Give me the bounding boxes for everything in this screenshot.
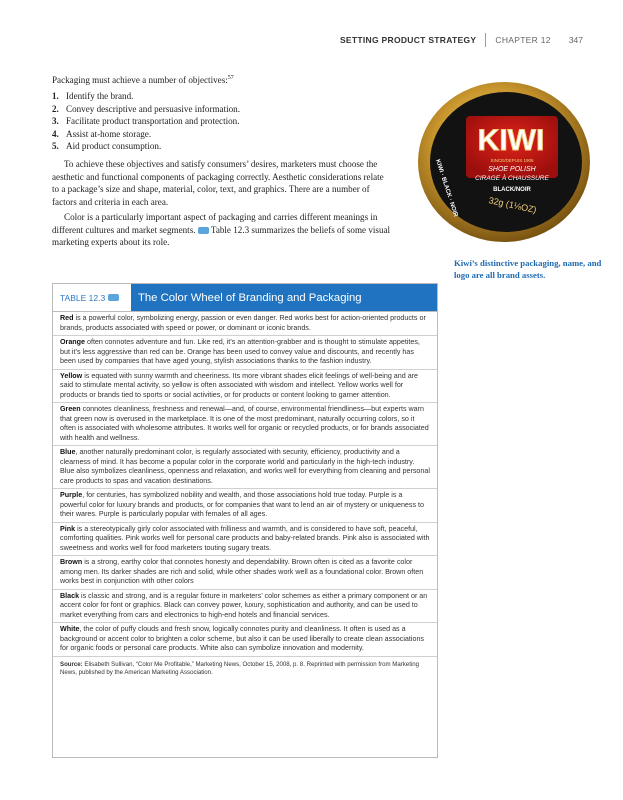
weight-label: 32g (1⅛OZ) — [487, 195, 538, 216]
list-item: 4. Assist at-home storage. — [52, 128, 152, 139]
list-item: 1. Identify the brand. — [52, 91, 134, 102]
table-title: The Color Wheel of Branding and Packaging — [131, 284, 437, 311]
body-text — [52, 72, 392, 248]
table-row: Pink is a stereotypically girly color associated with frilliness and warmth, and is considered to have soft, peaceful, comforting qualities. Pink works well for personal care products and baby-related brands. Pink also is associated with sweetness and works well for food marketers touting sugary treats. — [53, 523, 437, 557]
table-row: Yellow is equated with sunny warmth and cheeriness. Its more vibrant shades elicit feelings of well-being and are said to stimulate mental activity, so yellow is often associated with wisdom and intellect. Yellow works well for products or brands tied to sports or social activities, or for products or content looking to garner attention. — [53, 370, 437, 404]
table-row: Red is a powerful color, symbolizing energy, passion or even danger. Red works best for action-oriented products or brands, products associated with speed or power, or dominant or iconic brands. — [53, 312, 437, 336]
table-number: TABLE 12.3 — [53, 293, 131, 303]
header-divider — [485, 33, 486, 47]
objectives-list — [52, 90, 392, 152]
table-row: Purple, for centuries, has symbolized nobility and wealth, and those associations hold true today. Purple is a powerful color for luxury brands and products, or for companies that want to lend an air of mystery or uniqueness to their wares. Purple is particularly popular with females of all ages. — [53, 489, 437, 523]
brand-logo: KIWI — [477, 124, 545, 157]
list-item: 2. Convey descriptive and persuasive information. — [52, 103, 240, 114]
page-number: 347 — [568, 35, 583, 45]
product-line-fr: CIRAGE À CHAUSSURE — [475, 175, 549, 182]
chapter-label: CHAPTER 12 — [495, 35, 551, 45]
rim-text: KIWI · BLACK · NOIR — [434, 158, 459, 218]
list-item: 5. Aid product consumption. — [52, 141, 162, 152]
running-header — [340, 33, 583, 47]
table-row: Blue, another naturally predominant color, is regularly associated with security, efficiency, productivity and a clearness of mind. It has become a popular color in the corporate world and particularly in the high-tech industry. Blue also symbolizes cleanliness, openness and relaxation, and works well for everything from cleaning and personal care products to spas and vacation destinations. — [53, 446, 437, 489]
color-label: BLACK/NOIR — [493, 187, 531, 193]
paragraph: To achieve these objectives and satisfy consumers’ desires, marketers must choose the aesthetic and functional components of packaging correctly. Aesthetic considerations relate to a package’s size and shape, material, color, text, and graphics. There are a number of factors and criteria in each area. — [52, 159, 384, 207]
table-link-icon[interactable] — [198, 227, 209, 234]
table-row: Green connotes cleanliness, freshness and renewal—and, of course, environmental friendliness—but experts warn that green now is overused in the marketplace. It is one of the most predominant, naturally occurring colors, so it often is associated with wholesome attributes. It works well for organic or recycled products, or for brands associated with health and wellness. — [53, 403, 437, 446]
list-item: 3. Facilitate product transportation and protection. — [52, 116, 240, 127]
table-source: Source: Elisabeth Sullivan, “Color Me Profitable,” Marketing News, October 15, 2008, p. 8. Reprinted with permission from Marketing News, published by the American Marketing Association. — [60, 660, 420, 677]
table-icon — [108, 294, 119, 301]
table-row: White, the color of puffy clouds and fresh snow, logically connotes purity and cleanliness. It often is used as a background or accent color to brighten a color scheme, but also it can be used liberally to create clean associations for organic foods or personal care products. White also can symbolize innovation and modernity. — [53, 623, 437, 657]
since-text: SINCE/DEPUIS 1906 — [490, 158, 534, 163]
kiwi-polish-tin-photo — [414, 70, 590, 246]
table-row: Orange often connotes adventure and fun. Like red, it’s an attention-grabber and is thought to stimulate appetites, but it’s less aggressive than red can be. Orange has been used to convey value and discounts, and recently has been used by companies that have aged young, stylish associations thanks to the fashion industry. — [53, 336, 437, 370]
paragraph: Color is a particularly important aspect of packaging and carries different meanings in different cultures and market segments. Table 12.3 summarizes the beliefs of some visual marketing experts about its role. — [52, 212, 391, 247]
table-row: Black is classic and strong, and is a regular fixture in marketers’ color schemes as either a primary component or an accent color for font or graphics. Black can convey power, luxury, sophistication and authority, and can be used to market everything from cars and electronics to high-end hotels and financial services. — [53, 590, 437, 624]
product-line: SHOE POLISH — [488, 166, 536, 173]
footnote-ref[interactable]: 57 — [227, 75, 234, 81]
table-row: Brown is a strong, earthy color that connotes honesty and dependability. Brown often is cited as a favorite color among men. Its darker shades are rich and solid, while other shades work well as a foundational color. Brown often works best in conjunction with other colors — [53, 556, 437, 590]
color-wheel-table — [52, 283, 438, 758]
section-title: SETTING PRODUCT STRATEGY — [339, 35, 477, 45]
table-header — [53, 284, 437, 312]
photo-caption: Kiwi’s distinctive packaging, name, and logo are all brand assets. — [454, 258, 602, 280]
objectives-lead: Packaging must achieve a number of objectives:$^{57}$ — [52, 75, 234, 86]
